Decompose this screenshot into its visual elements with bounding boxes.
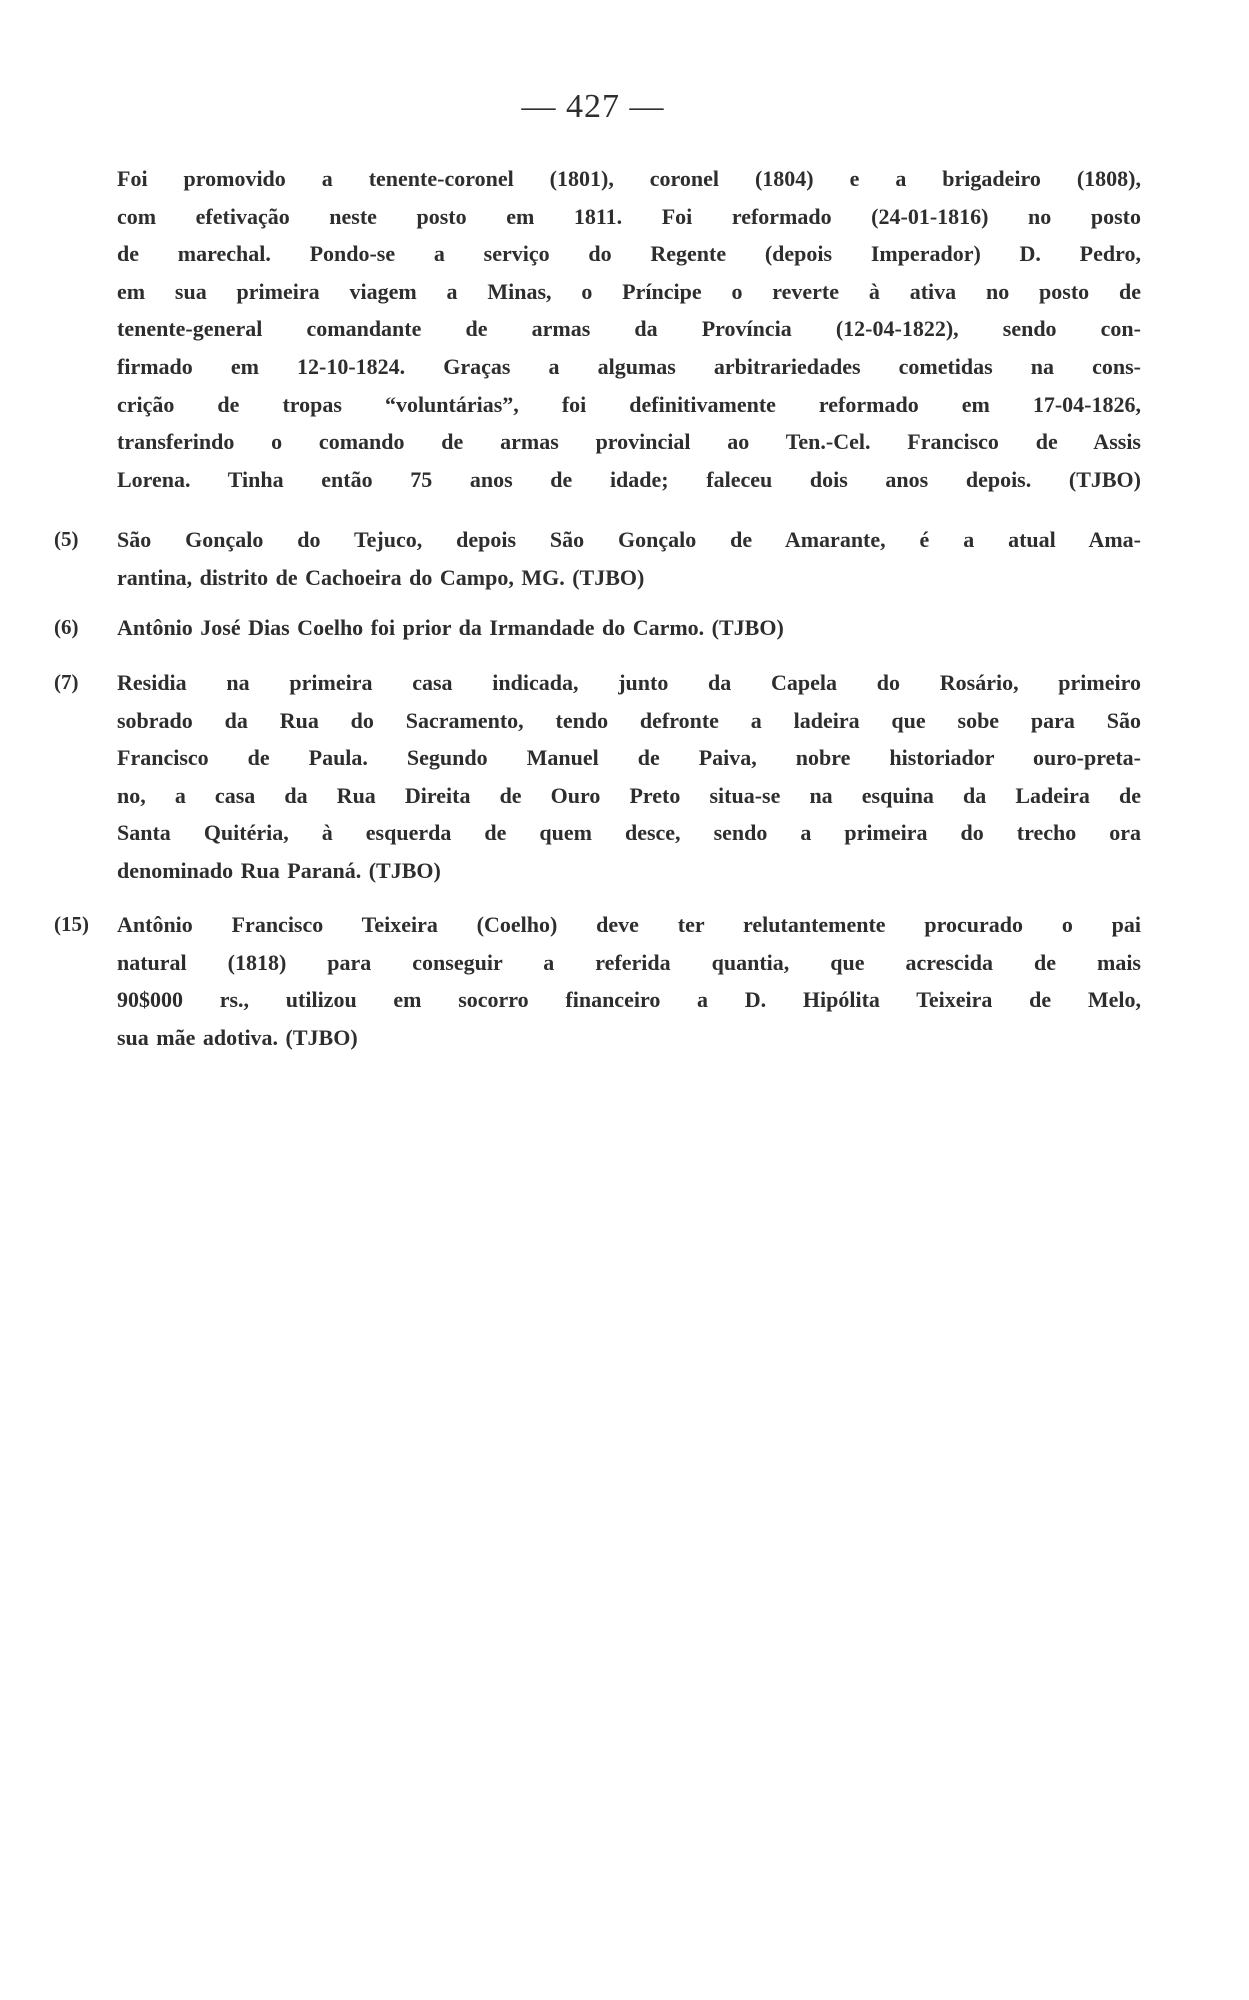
footnote-15 <box>54 906 1141 1056</box>
text-line: tenente-general comandante de armas da Província (12-04-1822), sendo con- <box>117 316 1141 342</box>
text-line: Antônio José Dias Coelho foi prior da Irmandade do Carmo. (TJBO) <box>117 615 784 640</box>
page-number: — 427 — <box>521 88 665 125</box>
footnote-number: (6) <box>54 615 79 639</box>
footnote-5 <box>54 521 1141 596</box>
text-line: no, a casa da Rua Direita de Ouro Preto situa-se na esquina da Ladeira de <box>117 782 1141 808</box>
text-line: Residia na primeira casa indicada, junto da Capela do Rosário, primeiro <box>117 670 1141 695</box>
paragraph-continuation <box>117 160 1141 498</box>
text-line: sua mãe adotiva. (TJBO) <box>117 1024 358 1050</box>
text-line: Antônio Francisco Teixeira (Coelho) deve ter relutantemente procurado o pai <box>117 912 1141 937</box>
text-line: denominado Rua Paraná. (TJBO) <box>117 857 441 883</box>
text-line: 90$000 rs., utilizou em socorro financeiro a D. Hipólita Teixeira de Melo, <box>117 987 1141 1013</box>
text-line: com efetivação neste posto em 1811. Foi reformado (24-01-1816) no posto <box>117 203 1141 229</box>
text-line: sobrado da Rua do Sacramento, tendo defronte a ladeira que sobe para São <box>117 707 1141 733</box>
text-line: São Gonçalo do Tejuco, depois São Gonçalo de Amarante, é a atual Ama- <box>117 527 1141 552</box>
text-line: em sua primeira viagem a Minas, o Príncipe o reverte à ativa no posto de <box>117 278 1141 304</box>
text-line: Santa Quitéria, à esquerda de quem desce, sendo a primeira do trecho ora <box>117 820 1141 846</box>
text-line: rantina, distrito de Cachoeira do Campo, MG. (TJBO) <box>117 564 645 590</box>
text-line: Foi promovido a tenente-coronel (1801), coronel (1804) e a brigadeiro (1808), <box>117 166 1141 191</box>
text-line: firmado em 12-10-1824. Graças a algumas arbitrariedades cometidas na cons- <box>117 353 1141 379</box>
footnote-6 <box>54 609 1141 647</box>
text-line: Francisco de Paula. Segundo Manuel de Paiva, nobre historiador ouro-preta- <box>117 745 1141 771</box>
footnote-number: (15) <box>54 912 89 936</box>
footnote-number: (5) <box>54 527 79 551</box>
text-line: crição de tropas “voluntárias”, foi definitivamente reformado em 17-04-1826, <box>117 391 1141 417</box>
text-line: natural (1818) para conseguir a referida quantia, que acrescida de mais <box>117 949 1141 975</box>
text-line: transferindo o comando de armas provincial ao Ten.-Cel. Francisco de Assis <box>117 429 1141 455</box>
text-line: Lorena. Tinha então 75 anos de idade; faleceu dois anos depois. (TJBO) <box>117 466 1141 492</box>
text-line: de marechal. Pondo-se a serviço do Regente (depois Imperador) D. Pedro, <box>117 241 1141 267</box>
footnote-number: (7) <box>54 670 79 694</box>
footnote-7 <box>54 664 1141 890</box>
